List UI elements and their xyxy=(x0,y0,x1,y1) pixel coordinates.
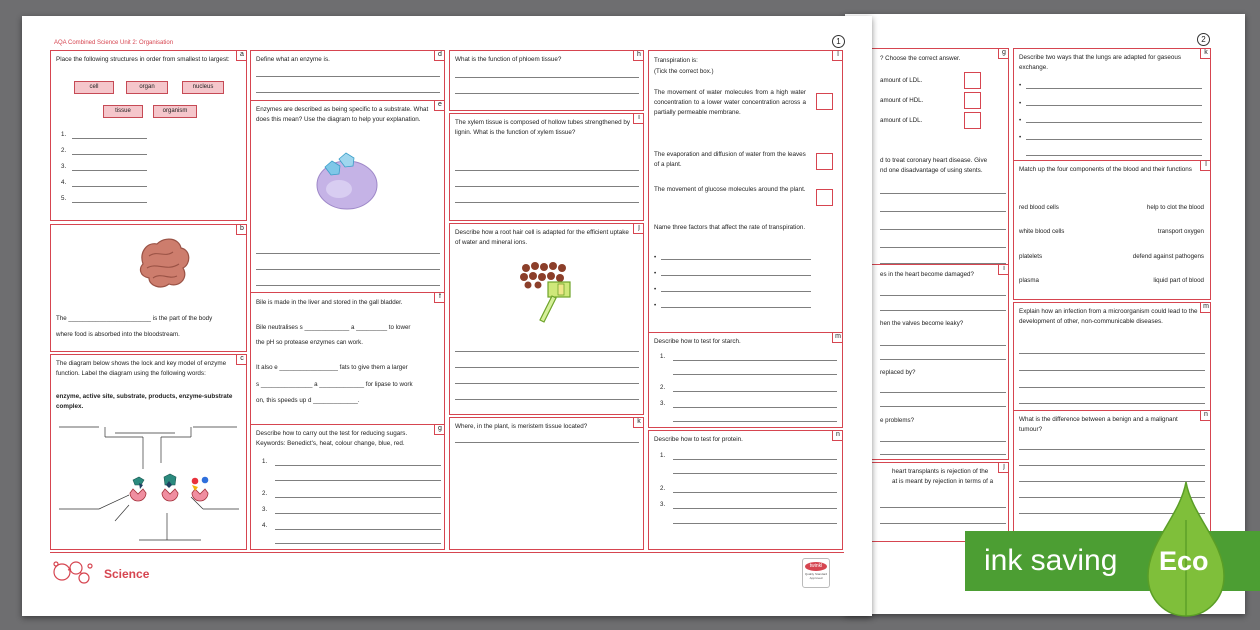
list-number: 3. xyxy=(262,506,268,513)
answer-option: amount of LDL. xyxy=(880,77,923,84)
question-text: e problems? xyxy=(880,417,915,424)
question-text: Describe how a root hair cell is adapted for the efficient uptake of water and mineral ions. xyxy=(455,229,629,246)
worksheet-title: AQA Combined Science Unit 2: Organisation xyxy=(54,40,174,46)
question-text: ? Choose the correct answer. xyxy=(880,55,961,62)
question-letter: m xyxy=(1200,302,1211,313)
list-number: 1. xyxy=(660,452,666,459)
question-letter: g xyxy=(998,48,1009,59)
list-number: 1. xyxy=(61,131,67,138)
bullet: • xyxy=(1019,82,1022,89)
subject-label: Science xyxy=(104,567,150,581)
answer-option: amount of LDL. xyxy=(880,117,923,124)
blood-function[interactable]: help to clot the blood xyxy=(1146,204,1204,211)
answer-option: amount of HDL. xyxy=(880,97,924,104)
question-j xyxy=(449,223,644,415)
question-letter: n xyxy=(1200,410,1211,421)
question-text: Describe how to test for protein. xyxy=(654,436,743,443)
word-tag: organism xyxy=(153,105,197,118)
question-text: es in the heart become damaged? xyxy=(880,271,974,278)
tick-box[interactable] xyxy=(964,72,981,89)
question-f xyxy=(250,292,445,428)
enzyme-specificity-illustration xyxy=(313,145,383,213)
question-letter: m xyxy=(832,332,843,343)
list-number: 1. xyxy=(262,458,268,465)
question-text: Name three factors that affect the rate of transpiration. xyxy=(654,224,806,231)
answer-option: The movement of glucose molecules around the plant. xyxy=(654,186,806,193)
question-text: where food is absorbed into the bloodstream. xyxy=(56,331,180,338)
question-m-p2 xyxy=(1013,302,1211,414)
tick-box[interactable] xyxy=(816,93,833,110)
question-instruction: (Tick the correct box.) xyxy=(654,68,714,75)
question-letter: l xyxy=(832,50,843,61)
bullet: • xyxy=(1019,134,1022,141)
question-text: d to treat coronary heart disease. Give nd one disadvantage of using stents. xyxy=(880,157,988,174)
question-text: Place the following structures in order from smallest to largest: xyxy=(56,56,230,63)
blood-component[interactable]: platelets xyxy=(1019,253,1043,260)
list-number: 4. xyxy=(262,522,268,529)
blood-component[interactable]: plasma xyxy=(1019,277,1039,284)
question-g-p2 xyxy=(865,48,1009,272)
small-intestine-illustration xyxy=(135,234,193,290)
question-text: replaced by? xyxy=(880,369,916,376)
blood-component[interactable]: red blood cells xyxy=(1019,204,1059,211)
word-tag: nucleus xyxy=(182,81,224,94)
blood-component[interactable]: white blood cells xyxy=(1019,228,1065,235)
lock-and-key-diagram xyxy=(51,417,246,547)
list-number: 5. xyxy=(61,195,67,202)
question-e xyxy=(250,100,445,306)
question-l-p2 xyxy=(1013,160,1211,300)
question-k-p2 xyxy=(1013,48,1211,168)
question-text: Bile is made in the liver and stored in the gall bladder. xyxy=(256,299,403,306)
question-letter: d xyxy=(434,50,445,61)
question-letter: e xyxy=(434,100,445,111)
question-letter: l xyxy=(1200,160,1211,171)
question-letter: j xyxy=(633,223,644,234)
question-letter: c xyxy=(236,354,247,365)
list-number: 2. xyxy=(262,490,268,497)
question-a xyxy=(50,50,247,221)
eco-label: Eco xyxy=(1159,546,1209,576)
fill-in-text: Bile neutralises s _____________ a _________ to lower xyxy=(256,324,411,331)
blood-function[interactable]: transport oxygen xyxy=(1157,228,1204,235)
badge-logo: twinkl xyxy=(805,562,827,571)
question-text: Describe two ways that the lungs are adapted for gaseous exchange. xyxy=(1019,54,1182,71)
fill-in-text: on, this speeds up d _____________. xyxy=(256,397,360,404)
page-number-1: 1 xyxy=(832,35,845,48)
fill-in-text: the pH so protease enzymes can work. xyxy=(256,339,363,346)
tick-box[interactable] xyxy=(816,153,833,170)
question-text: The xylem tissue is composed of hollow tubes strengthened by lignin. What is the function of xylem tissue? xyxy=(455,119,631,136)
tick-box[interactable] xyxy=(816,189,833,206)
question-letter: f xyxy=(434,292,445,303)
question-letter: b xyxy=(236,224,247,235)
word-tag: cell xyxy=(74,81,114,94)
question-text: What is the function of phloem tissue? xyxy=(455,56,562,63)
list-number: 1. xyxy=(660,353,666,360)
science-molecule-icon xyxy=(50,558,94,586)
question-text: Enzymes are described as being specific to a substrate. What does this mean? Use the diagram to help your explanation. xyxy=(256,106,429,123)
list-number: 4. xyxy=(61,179,67,186)
bullet: • xyxy=(1019,100,1022,107)
question-j-p2 xyxy=(865,462,1009,542)
root-hair-cell-illustration xyxy=(518,262,578,326)
page-number-2: 2 xyxy=(1197,33,1210,46)
question-letter: a xyxy=(236,50,247,61)
tick-box[interactable] xyxy=(964,112,981,129)
list-number: 2. xyxy=(660,485,666,492)
question-letter: i xyxy=(633,113,644,124)
bullet: • xyxy=(654,286,657,293)
question-g xyxy=(250,424,445,550)
bullet: • xyxy=(654,302,657,309)
list-number: 2. xyxy=(660,384,666,391)
question-letter: j xyxy=(998,462,1009,473)
question-text: Match up the four components of the blood and their functions xyxy=(1019,166,1192,173)
question-letter: k xyxy=(1200,48,1211,59)
blood-function[interactable]: defend against pathogens xyxy=(1132,253,1204,260)
question-text: Where, in the plant, is meristem tissue located? xyxy=(455,423,588,430)
question-text: Explain how an infection from a microorganism could lead to the development of other, non-communicable diseases. xyxy=(1019,308,1198,325)
list-number: 3. xyxy=(660,400,666,407)
question-text: Describe how to test for starch. xyxy=(654,338,741,345)
question-text: What is the difference between a benign and a malignant tumour? xyxy=(1019,416,1178,433)
question-i xyxy=(449,113,644,221)
badge-caption: Quality Standard Approved xyxy=(804,572,828,580)
question-letter: h xyxy=(633,50,644,61)
word-tag: organ xyxy=(126,81,168,94)
question-letter: n xyxy=(832,430,843,441)
question-h xyxy=(449,50,644,111)
answer-option: The movement of water molecules from a high water concentration to a lower water concentration across a partially permeable membrane. xyxy=(654,89,806,116)
list-number: 3. xyxy=(61,163,67,170)
footer-rule xyxy=(50,552,844,553)
list-number: 2. xyxy=(61,147,67,154)
worksheet-page-1 xyxy=(22,16,872,616)
question-m xyxy=(648,332,843,428)
bullet: • xyxy=(1019,117,1022,124)
word-tag: tissue xyxy=(103,105,143,118)
question-i-p2 xyxy=(865,264,1009,460)
tick-box[interactable] xyxy=(964,92,981,109)
list-number: 3. xyxy=(660,501,666,508)
question-text: Define what an enzyme is. xyxy=(256,56,330,63)
question-text: The diagram below shows the lock and key model of enzyme function. Label the diagram using the following words: xyxy=(56,360,227,377)
fill-in-text: The ________________________ is the part of the body xyxy=(56,315,213,322)
question-l xyxy=(648,50,843,342)
bullet: • xyxy=(654,254,657,261)
question-d xyxy=(250,50,445,104)
question-letter: i xyxy=(998,264,1009,275)
question-letter: k xyxy=(633,417,644,428)
question-c xyxy=(50,354,247,550)
question-text: Transpiration is: xyxy=(654,57,698,64)
blood-function[interactable]: liquid part of blood xyxy=(1153,277,1204,284)
fill-in-text: It also e _________________ fats to give them a larger xyxy=(256,364,408,371)
question-text: heart transplants is rejection of the at is meant by rejection in terms of a xyxy=(892,468,994,485)
ink-saving-text: ink saving xyxy=(984,544,1118,577)
question-k xyxy=(449,417,644,550)
question-b xyxy=(50,224,247,352)
question-n xyxy=(648,430,843,550)
answer-option: The evaporation and diffusion of water from the leaves of a plant. xyxy=(654,151,806,168)
question-letter: g xyxy=(434,424,445,435)
quality-badge xyxy=(802,558,830,588)
fill-in-text: s _______________ a _____________ for lipase to work xyxy=(256,381,413,388)
question-text: Describe how to carry out the test for reducing sugars. Keywords: Benedict's, heat, colour change, blue, red. xyxy=(256,430,408,447)
bullet: • xyxy=(654,270,657,277)
question-text: hen the valves become leaky? xyxy=(880,320,964,327)
keyword-list: enzyme, active site, substrate, products, enzyme-substrate complex. xyxy=(56,393,233,410)
